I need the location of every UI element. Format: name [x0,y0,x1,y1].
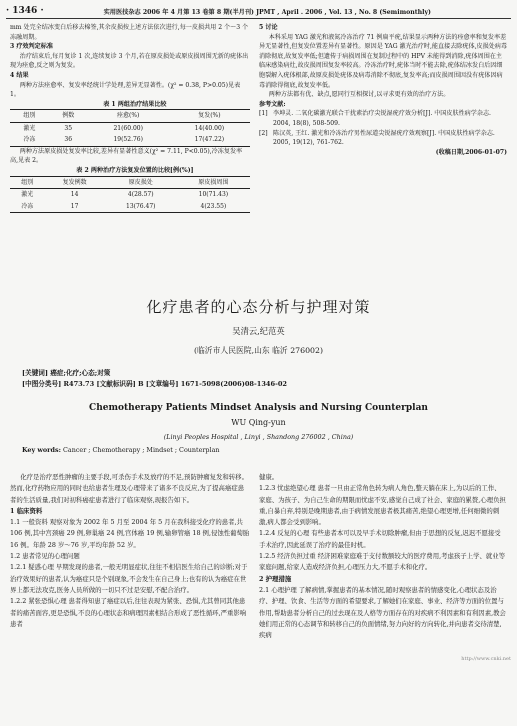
article-authors: 吴清云,纪范英 [232,326,285,336]
keywords-label: Key words: [22,446,61,454]
classification-line: [中图分类号] R473.73 [文献标识码] B [文章编号] 1671-5098(2006)08-1346-02 [22,379,288,388]
english-keywords [22,446,220,454]
recurrence-table [10,176,250,214]
table-header: 复发例数 [44,176,104,189]
section-heading: 1 临床资料 [10,506,43,515]
table-cell: 21(60.00) [113,124,143,132]
running-header [6,4,511,19]
reference-item [259,109,507,128]
table-cell: 36 [49,134,88,146]
table-cell: 19(52.76) [88,134,169,146]
paragraph: 两种方法痊愈率、复发率经统计学处理,差异无显著性。(χ² = 0.38, P>0.05)见表 1。 [10,81,241,99]
table-cell: 激光 [23,124,36,132]
section-heading: 4 结果 [10,71,29,79]
table-cell: 14(40.00) [194,124,225,132]
watermark: http://www.cnki.net [461,656,511,662]
table-header: 痊愈(%) [88,110,169,123]
english-institution: (Linyi Peoples Hospital , Linyi , Shandong 276002 , China) [163,433,354,441]
prev-article-right-column [259,23,507,157]
table-header: 组别 [10,110,49,123]
table-caption: 表 1 两组治疗结果比较 [103,100,167,108]
section-heading: 3 疗效判定标准 [10,43,53,51]
reference-number: [2] [259,129,268,137]
paragraph: 本科采用 YAG 激光和液氮冷冻治疗 71 例扁平疣,结果显示两种方法的痊愈率和复发率差异无显著性,但复发位置差异有显著性。原因是 YAG 激光治疗时,能直接去除疣体,皮损处病毒消除彻底,故复发率低;但遗传于病损周围在复制过程中的 HPV 未能得到消除,疣体周围在主临床感染病灶,故皮损周围复发率较高。冷冻治疗时,疣体当时不能去除,疣体结冰发白后因细胞裂解入疣体根部,故原皮损处疣体及病毒消除不彻底,复发率高;而皮损周围因没有疣体因病毒消除得彻底,故复发率低。 [259,33,507,89]
article-institution: (临沂市人民医院,山东 临沂 276002) [193,346,324,355]
paragraph: 健康。 [259,473,279,481]
reference-text: 陈汉英, 王红. 激光和冷冻治疗男性尿道尖锐湿疣疗效观察[J]. 中国皮肤性病学杂志. 2005, 19(12), 761-762. [273,129,495,147]
table-header-row [10,176,250,189]
table-header: 原皮损周围 [177,176,250,189]
table-cell: 17(47.22) [169,134,250,146]
table-cell: 4(28.57) [127,191,154,199]
keywords-list: Cancer ; Chemotherapy ; Mindset ; Counterplan [63,446,220,454]
table-cell: 冷冻 [10,201,44,213]
section-heading: 5 讨论 [259,24,278,31]
article-title: 化疗患者的心态分析与护理对策 [146,298,371,316]
table-row [10,189,250,201]
table-header: 组别 [10,176,44,189]
paragraph: 2.1 心理护理 了解病情,掌握患者的基本情况,随时观察患者的情感变化,心理状态及治疗、护理、饮食、生活等方面的希望要求,了解她们在家庭、事业、经济等方面的位置与作用,帮助患者分析自己的过去现在及人格等方面存在的对疾病不利因素和有利因素,教会她们用正常的心态调节和转移自己的负面情绪,努力向好的方向转化,并向患者交待清楚,疾病 [259,585,506,640]
table-cell: 17 [44,201,104,213]
table-cell: 10(71.43) [198,191,229,199]
section-heading: 2 护理措施 [259,574,292,583]
table-caption: 表 2 两种治疗方法复发位置的比较[例(%)] [76,167,194,175]
prev-article-left-column [10,23,250,213]
paragraph: 1.1 一般资料 观察对象为 2002 年 5 月至 2004 年 5 月在我科接受化疗的患者,共 106 例,其中宫颈癌 29 例,卵巢癌 24 例,官体癌 19 例,输卵管癌 18 例,侵蚀性葡萄胎 16 例。年龄 28 岁～76 岁,平均年龄 52 岁。 [10,518,250,549]
paragraph: 1.2.5 经济负担过重 经济困难家庭难于支付数额较大的医疗费用,考虑孩子上学、就业等家庭问题,给家人造成经济负担,心理压力大,不愿手术和化疗。 [259,552,506,572]
table-row [10,134,250,146]
paragraph: 1.2.4 反复的心理 有些患者本可以及早手术切除肿瘤,但由于思想的反复,迟迟不愿接受手术治疗,因此延误了治疗的最佳时机。 [259,529,501,549]
paragraph: 1.2.3 忧虑绝望心理 患者一旦由正常角色转为病人角色,整天躺在床上,为以后的工作、家庭、为孩子、为自己生命的期限而忧虑不安,感觉自己成了社会、家庭的累赘,心理负担重,自暴自弃,特别是晚期患者,由于病情发展患者极其痛苦,绝望心理更增,任何细微的刺激,病人都会受到影响。 [259,484,506,527]
english-title: Chemotherapy Patients Mindset Analysis and Nursing Counterplan [89,403,428,413]
subsection-heading: 1.2 患者常见的心理问题 [10,552,80,561]
paragraph: 化疗是治疗恶性肿瘤的主要手段,可杀伤手术及放疗的不足,预防肿瘤复发和转移。然而,化疗药物应用的同时也给患者生理及心理带来了诸多不良反应,为了提高癌症患者的生活质量,我们对初科癌症患者进行了临床观察,现报告如下。 [10,473,248,504]
references-heading: 参考文献: [259,100,286,108]
table-cell: 激光 [21,191,34,199]
article-right-column [259,472,507,641]
table-cell: 14 [70,191,79,199]
keywords-cn: [关键词] 癌症;化疗;心态;对策 [22,369,111,377]
reference-number: [1] [259,110,268,118]
table-cell: 冷冻 [10,134,49,146]
table-row [10,122,250,134]
table-header-row [10,110,250,123]
table-header: 例数 [49,110,88,123]
paragraph: 治疗结束后,每月复诊 1 次,连续复诊 3 个月,若在原皮损处或原皮损周围无新的疣体出现为痊愈,反之则为复发。 [10,52,249,70]
english-author: WU Qing-yun [231,418,286,427]
table-cell: 4(23.55) [177,201,250,213]
page-number: · 1346 · [6,6,44,16]
paragraph: 两种方法都有优、缺点,愿同行互相探讨,以寻求更有效的治疗方法。 [268,91,450,99]
reference-item [259,129,507,148]
table-cell: 13(76.47) [105,201,177,213]
paragraph: 两种方法原皮损处复发率比较,差异有显著性意义(χ² = 7.11, P<0.05),冷冻复发率高,见表 2。 [10,147,243,165]
table-row [10,201,250,213]
reference-text: 李坤灵. 二氧化碳激光联合干扰素治疗尖锐湿疣疗效分析[J]. 中国皮肤性病学杂志. 2004, 18(8), 508-509. [273,110,491,127]
table-cell: 35 [64,124,73,132]
article-metadata [22,368,287,389]
table-header: 复发(%) [169,110,250,123]
results-table [10,109,250,147]
paragraph: mm 处完全结冰变白后移去棉签,其余皮损按上述方法依次进行,每一皮损共用 2 个～3 个冻融周期。 [10,24,249,41]
received-date: (收稿日期,2006-01-07) [435,148,507,156]
paragraph: 1.2.1 疑惑心理 早期发现的患者,一般无明显症状,往往不相信医生给自己的诊断;对于治疗效果好的患者,认为癌症只是个别现象,不会发生在自己身上;也有的认为癌症在世界上都无法攻克,医务人员所做的一切只不过是安慰,不配合治疗。 [10,563,248,594]
table-header: 原皮损处 [105,176,177,189]
journal-citation: 实用医技杂志 2006 年 4 月第 13 卷第 8 期(半月刊) JPMT , April . 2006 , Vol. 13 , No. 8 (Semimonthly) [103,8,431,16]
paragraph: 1.2.2 紧张恐惧心理 患者得知患了癌症以后,往往表现为紧张、恐惧,尤其曾同其他患者的痛苦面容,更是恐惧,不良的心理状态和病理因素相结合形成了恶性循环,严重影响患者 [10,597,247,628]
article-left-column [10,472,250,630]
